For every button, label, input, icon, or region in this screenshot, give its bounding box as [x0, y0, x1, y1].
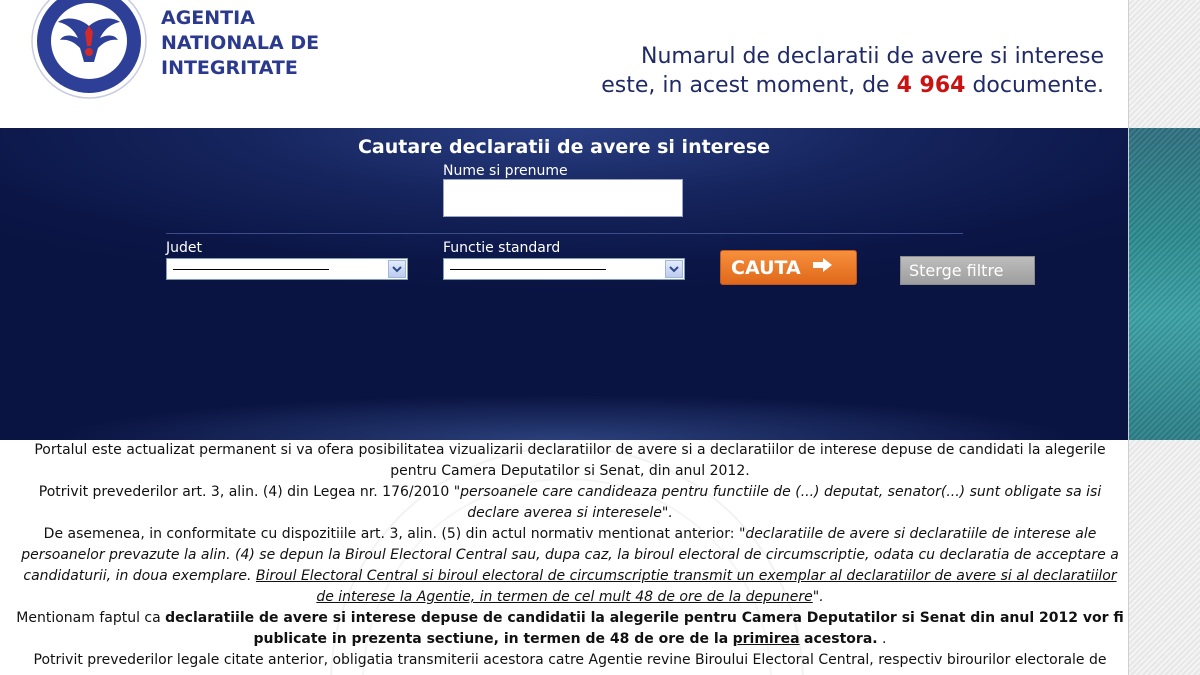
p2-lead: Potrivit prevederilor art. 3, alin. (4) din Legea nr. 176/2010 [38, 484, 450, 500]
p3-lead: De asemenea, in conformitate cu dispozitiile art. 3, alin. (5) din actul normativ mentionat anterior: [43, 526, 735, 542]
judet-selected-value [173, 269, 329, 270]
judet-select[interactable] [166, 258, 408, 280]
judet-label: Judet [166, 240, 202, 256]
functie-label: Functie standard [443, 240, 561, 256]
counter-line1: Numarul de declaratii de avere si interese [641, 44, 1104, 69]
name-label: Nume si prenume [443, 163, 568, 179]
arrow-right-icon [811, 257, 833, 278]
declarations-counter [601, 42, 1104, 100]
counter-line2 [601, 71, 1104, 100]
p3-end: ". [812, 589, 824, 605]
p4-bold1: declaratiile de avere si interese depuse de candidatii la alegerile pentru Camera Deputatilor si Senat din anul 2012 vor fi publicate in prezenta sectiune, in termen de 48 de ore de la [165, 610, 1124, 647]
page-background-strip [1128, 0, 1200, 675]
counter-prefix: este, in acest moment, de [601, 73, 890, 98]
search-divider [166, 233, 963, 234]
p3-quote: "declaratiile de avere si declaratiile de interese ale persoanelor prevazute la alin. (4) se depun la Biroul Electoral Central sau, dupa caz, la biroul electoral de circumscriptie, odata cu declaratia de acceptare a candidaturii, in doua exemplare. [21, 526, 1119, 584]
p4-bold-underlined: primirea [732, 631, 800, 647]
chevron-down-icon[interactable] [665, 260, 683, 278]
info-paragraph-5: Potrivit prevederilor legale citate anterior, obligatia transmiterii acestora catre Agentie revine Biroului Electoral Central, respectiv birourilor electorale de [33, 652, 1107, 668]
header [0, 0, 1128, 128]
chevron-down-icon[interactable] [388, 260, 406, 278]
info-paragraph-1: Portalul este actualizat permanent si va ofera posibilitatea vizualizarii declaratiilor de avere si a declaratiilor de interese depuse de candidati la alegerile pentru Camera Deputatilor si Senat, din anul 2012. [34, 442, 1106, 479]
agency-name-line1: AGENTIA [161, 7, 255, 29]
agency-name-line2: NATIONALA DE [161, 32, 320, 54]
search-button-label: CAUTA [731, 256, 801, 279]
clear-filters-button[interactable] [900, 256, 1035, 285]
p3-underlined: Biroul Electoral Central si biroul electoral de circumscriptie transmit un exemplar al declaratiilor de avere si al declaratiilor de interese la Agentie, in termen de cel mult 48 de ore de la depunere [255, 568, 1117, 605]
ani-logo[interactable] [30, 0, 148, 100]
info-paragraph-3 [14, 524, 1126, 608]
p4-end: . [877, 631, 887, 647]
agency-name-line3: INTEGRITATE [161, 57, 298, 79]
clear-filters-label: Sterge filtre [909, 261, 1004, 280]
search-panel [0, 128, 1128, 440]
p4-lead: Mentionam faptul ca [16, 610, 161, 626]
functie-selected-value [450, 269, 606, 270]
counter-value: 4 964 [896, 73, 966, 98]
counter-suffix: documente. [972, 73, 1104, 98]
p2-quote: "persoanele care candideaza pentru functiile de (...) deputat, senator(...) sunt obligate sa isi declare averea si interesele". [453, 484, 1102, 521]
search-title: Cautare declaratii de avere si interese [357, 136, 771, 158]
info-text [14, 440, 1126, 671]
p4-bold2: acestora. [804, 631, 878, 647]
name-input[interactable] [443, 179, 683, 217]
agency-name[interactable] [161, 6, 319, 81]
search-button[interactable] [720, 250, 857, 285]
info-paragraph-4 [14, 608, 1126, 650]
info-paragraph-2 [14, 482, 1126, 524]
functie-select[interactable] [443, 258, 685, 280]
teal-band [1129, 128, 1200, 440]
